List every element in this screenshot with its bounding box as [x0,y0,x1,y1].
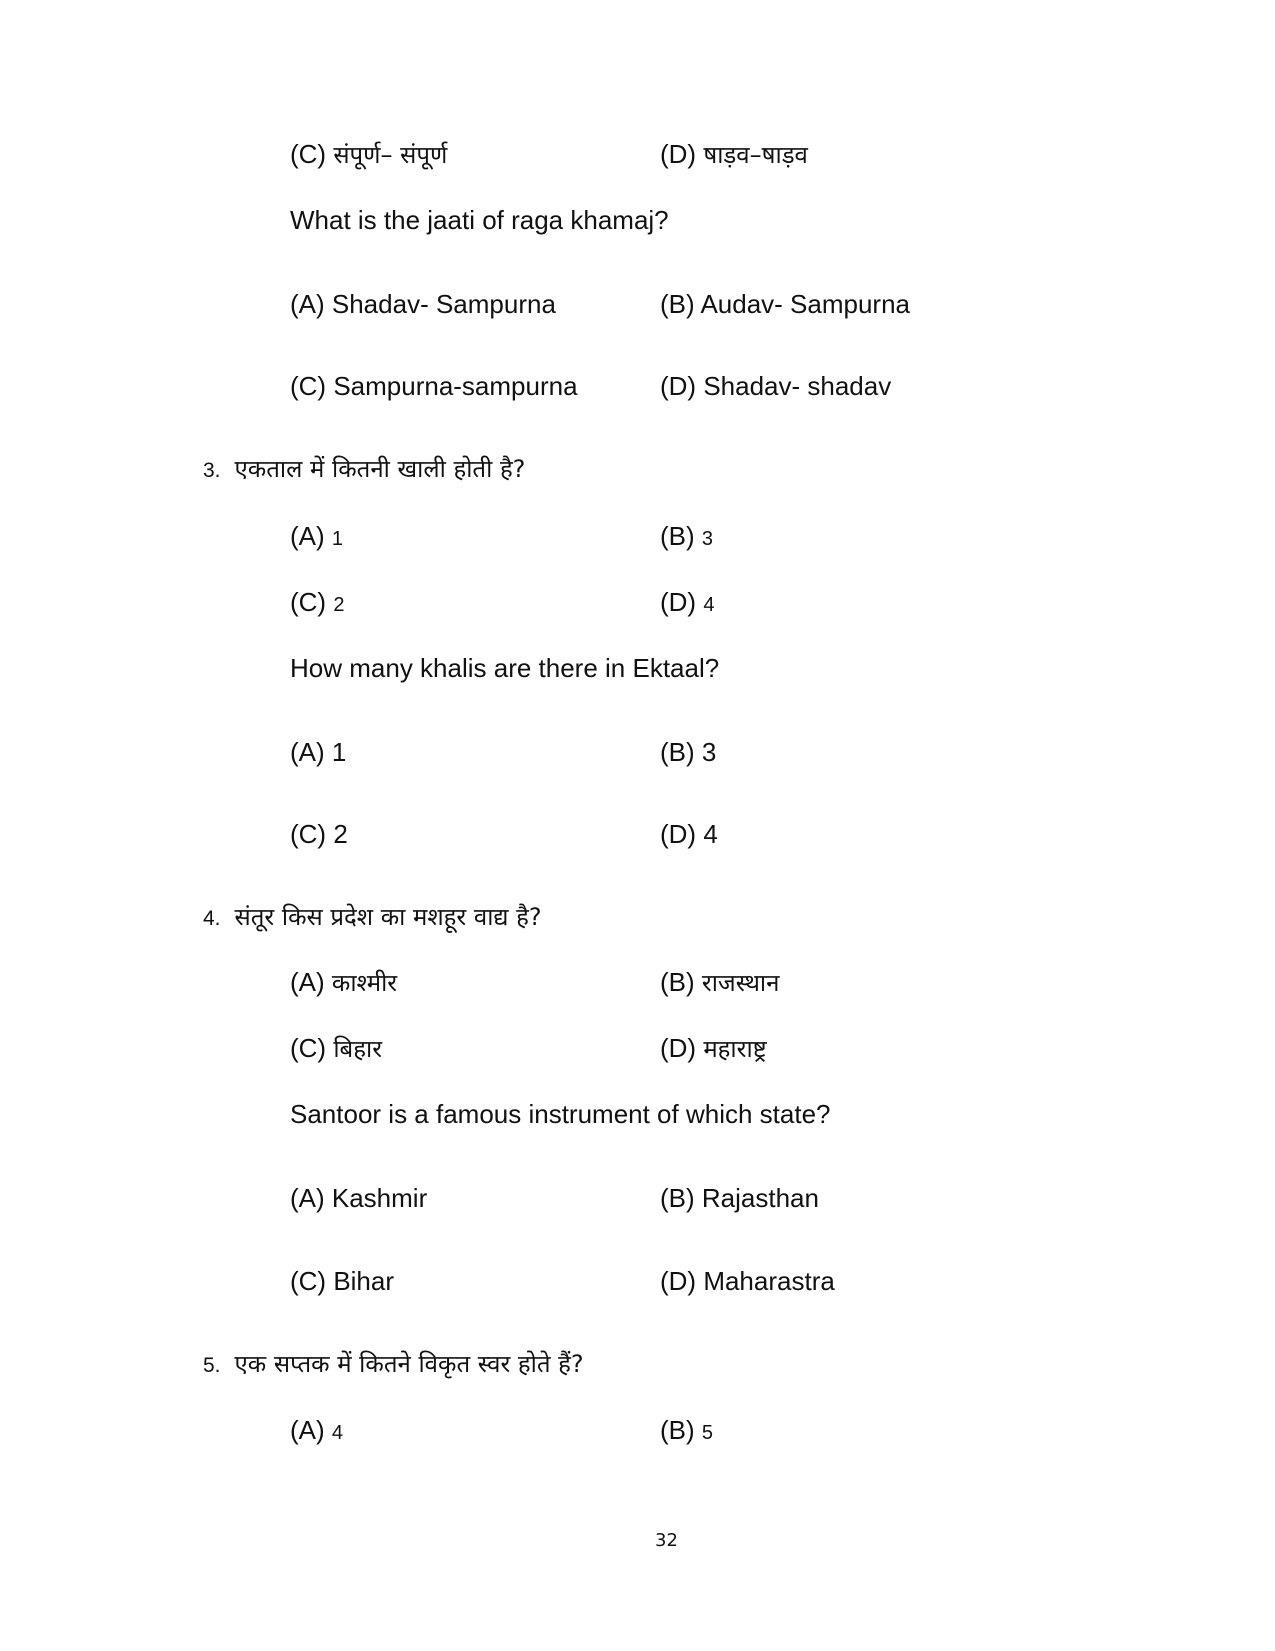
q3-option-d-hindi [660,586,714,621]
question-4-hindi [203,900,542,935]
q3-option-c-hindi [290,586,344,621]
question-text: संतूर किस प्रदेश का मशहूर वाद्य है? [234,903,542,931]
option-text: संपूर्ण– संपूर्ण [333,141,448,169]
q4-option-a-english: (A) Kashmir [290,1183,428,1213]
option-letter: (D) [660,587,704,617]
option-value: 1 [331,528,344,550]
q3-option-b-hindi [660,520,713,555]
q5-option-b-hindi [660,1414,713,1449]
q4-option-a-hindi [290,966,397,999]
q3-option-a-hindi [290,520,343,555]
option-d-hindi [660,138,808,171]
option-letter: (B) [660,1415,702,1445]
option-letter: (B) [660,521,702,551]
q4-option-b-english: (B) Rajasthan [660,1183,819,1213]
option-letter: (A) [290,1415,332,1445]
q3-option-d-english: (D) 4 [660,819,718,849]
option-letter: (A) [290,521,332,551]
q4-option-d-hindi [660,1032,767,1065]
q4-option-c-hindi [290,1032,382,1065]
option-value: 5 [701,1422,714,1444]
option-letter: (B) [660,967,702,997]
page-number: 32 [655,1530,678,1551]
option-letter: (D) [660,139,704,169]
q3-option-b-english: (B) 3 [660,737,717,767]
q3-option-c-english: (C) 2 [290,819,348,849]
option-text: महाराष्ट्र [703,1035,767,1063]
q4-option-b-hindi [660,966,779,999]
option-letter: (C) [290,1033,334,1063]
option-value: 4 [331,1422,344,1444]
q4-option-c-english: (C) Bihar [290,1266,395,1296]
question-3-hindi [203,452,525,487]
option-letter: (C) [290,587,334,617]
q4-option-d-english: (D) Maharastra [660,1266,835,1296]
question-number: 4. [203,907,221,930]
option-value: 4 [703,594,715,616]
question-number: 3. [203,459,221,482]
option-text: बिहार [333,1035,383,1063]
question-4-english: Santoor is a famous instrument of which state? [290,1099,831,1129]
q3-option-a-english: (A) 1 [290,737,347,767]
question-5-hindi [203,1347,584,1382]
question-text: एकताल में कितनी खाली होती है? [234,455,526,483]
q5-option-a-hindi [290,1414,343,1449]
question-text: एक सप्तक में कितने विकृत स्वर होते हैं? [234,1350,584,1378]
option-a-english: (A) Shadav- Sampurna [290,289,556,319]
option-c-english: (C) Sampurna-sampurna [290,371,578,401]
option-letter: (C) [290,139,334,169]
option-letter: (D) [660,1033,704,1063]
option-c-hindi [290,138,447,171]
option-text: षाड़व–षाड़व [703,141,808,169]
option-d-english: (D) Shadav- shadav [660,371,892,401]
question-number: 5. [203,1354,221,1377]
option-value: 3 [701,528,714,550]
option-b-english: (B) Audav- Sampurna [660,289,911,319]
question-2-english: What is the jaati of raga khamaj? [290,205,669,235]
question-3-english: How many khalis are there in Ektaal? [290,653,720,683]
option-text: राजस्थान [701,969,780,997]
option-letter: (A) [290,967,332,997]
option-value: 2 [333,594,345,616]
option-text: काश्मीर [331,969,398,997]
